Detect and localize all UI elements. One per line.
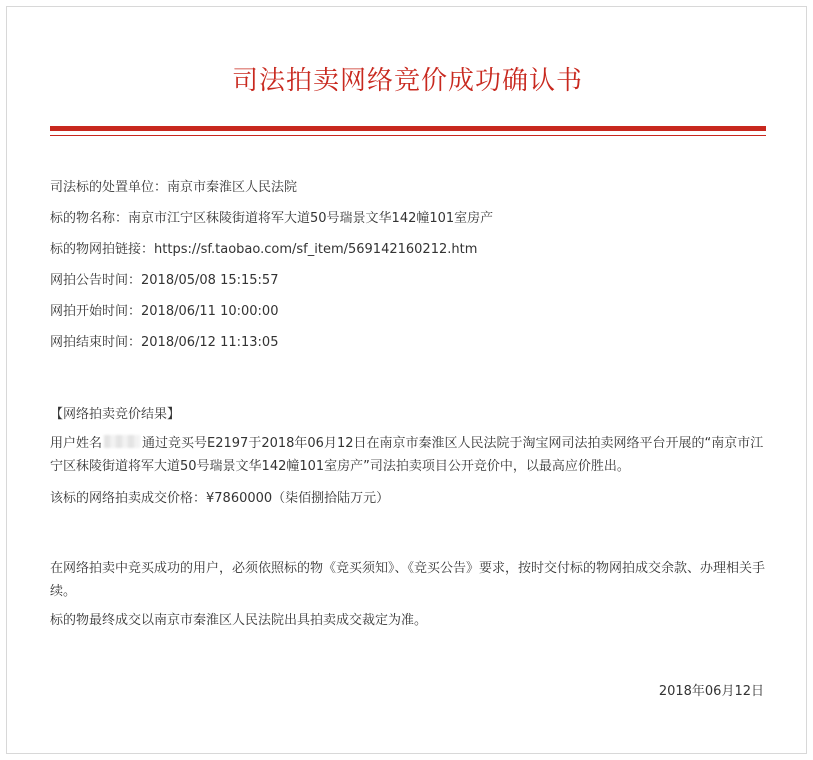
info-row-start-time — [50, 302, 278, 322]
result-text: 通过竞买号E2197于2018年06月12日在南京市秦淮区人民法院于淘宝网司法拍卖网络平台开展的“南京市江宁区秣陵街道将军大道50号瑞景文华142幢101室房产”司法拍卖项目公开竞价中，以最高应价胜出。 — [50, 436, 764, 474]
issue-date: 2018年06月12日 — [658, 684, 764, 699]
info-row-court — [50, 178, 297, 198]
info-label: 标的物名称： — [50, 211, 129, 226]
result-heading: 【网络拍卖竞价结果】 — [50, 407, 181, 422]
info-value: 南京市江宁区秣陵街道将军大道50号瑞景文华142幢101室房产 — [128, 211, 494, 226]
info-value: 南京市秦淮区人民法院 — [167, 180, 298, 195]
info-row-item-name — [50, 209, 493, 229]
title-divider-thin — [50, 135, 766, 136]
result-paragraph — [50, 432, 768, 478]
result-prefix: 用户姓名 — [50, 436, 103, 451]
info-label: 网拍开始时间： — [50, 304, 142, 319]
title-divider-thick — [50, 126, 766, 131]
price-line: 该标的网络拍卖成交价格：¥7860000（柒佰捌拾陆万元） — [50, 491, 390, 506]
info-label: 标的物网拍链接： — [50, 242, 155, 257]
info-value: 2018/05/08 15:15:57 — [141, 273, 279, 288]
info-value: 2018/06/11 10:00:00 — [141, 304, 279, 319]
confirmation-document — [6, 6, 807, 754]
info-value: 2018/06/12 11:13:05 — [141, 335, 279, 350]
info-row-announce-time — [50, 271, 278, 291]
info-row-end-time — [50, 333, 278, 353]
document-title: 司法拍卖网络竞价成功确认书 — [231, 66, 583, 96]
info-label: 网拍结束时间： — [50, 335, 142, 350]
info-label: 司法标的处置单位： — [50, 180, 168, 195]
notice-paragraph-1: 在网络拍卖中竞买成功的用户，必须依照标的物《竞买须知》、《竞买公告》要求，按时交付标的物网拍成交余款、办理相关手续。 — [50, 561, 766, 599]
item-link[interactable]: https://sf.taobao.com/sf_item/569142160212.htm — [154, 242, 478, 257]
notice-paragraph-2: 标的物最终成交以南京市秦淮区人民法院出具拍卖成交裁定为准。 — [50, 613, 428, 628]
info-row-link — [50, 240, 477, 260]
redacted-username — [104, 435, 140, 448]
info-label: 网拍公告时间： — [50, 273, 142, 288]
